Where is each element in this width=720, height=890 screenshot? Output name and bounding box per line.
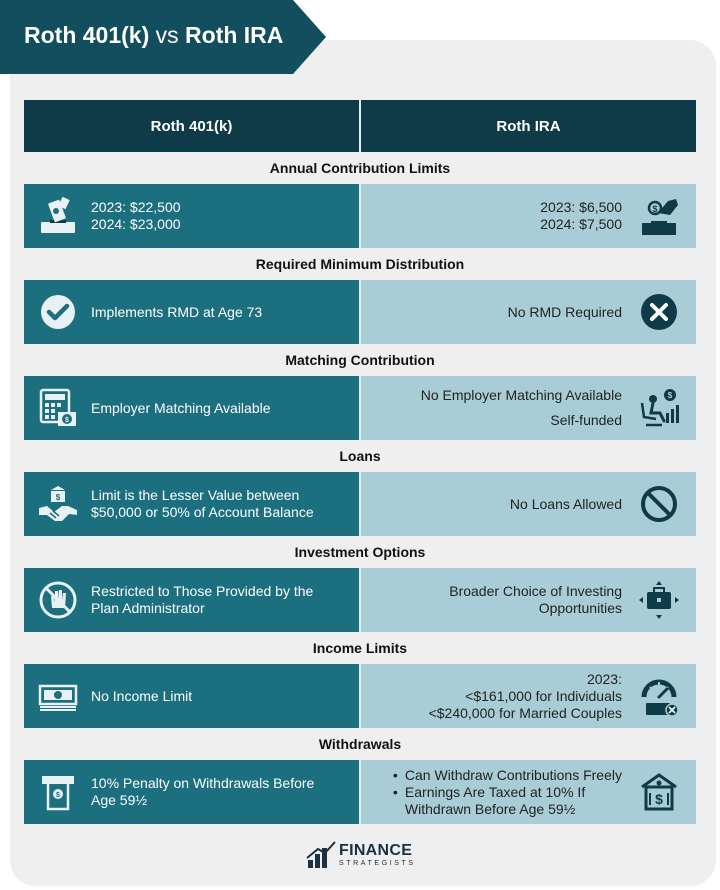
x-circle-icon [638,291,680,333]
table-row [24,568,696,632]
table-header [24,100,696,152]
section-title: Withdrawals [24,728,696,760]
svg-text:$: $ [55,493,61,502]
logo-main-text: FINANCE [339,841,413,859]
comparison-table [24,100,696,824]
right-cell: No Employer Matching Available Self-funded $ [359,376,696,440]
section-title: Loans [24,440,696,472]
calculator-coin-icon [38,388,78,428]
table-row [24,472,696,536]
restricted-hand-icon [38,580,78,620]
briefcase-arrows-icon [638,579,680,621]
check-circle-icon [38,292,78,332]
left-cell: 2023: $22,500 2024: $23,000 [24,184,359,248]
atm-withdrawal-icon [38,772,78,812]
column-header-roth-401k: Roth 401(k) [24,100,359,152]
svg-text:$: $ [655,791,663,807]
left-cell: $ Limit is the Lesser Value between $50,000 or 50% of Account Balance [24,472,359,536]
left-cell: Restricted to Those Provided by the Plan Administrator [24,568,359,632]
section-title: Annual Contribution Limits [24,152,696,184]
section-title: Matching Contribution [24,344,696,376]
finance-strategists-logo [306,840,416,870]
table-row [24,280,696,344]
self-funded-person-icon [638,387,680,429]
table-row [24,184,696,248]
table-row [24,760,696,824]
svg-text:$: $ [667,391,673,400]
left-cell: $ 10% Penalty on Withdrawals Before Age 59½ [24,760,359,824]
right-cell: • Can Withdraw Contributions Freely • Earnings Are Taxed at 10% If Withdrawn Before Age 59½ $ [359,760,696,824]
hand-coin-deposit-icon [638,195,680,237]
left-cell: No Income Limit [24,664,359,728]
section-title: Investment Options [24,536,696,568]
left-cell: Implements RMD at Age 73 [24,280,359,344]
cash-stack-icon [38,676,78,716]
svg-text:$: $ [65,417,69,424]
right-cell: No Loans Allowed [359,472,696,536]
svg-text:$: $ [56,792,60,799]
speedometer-card-icon [638,675,680,717]
logo-sub-text: STRATEGISTS [339,859,416,867]
right-cell: 2023: $6,500 2024: $7,500 $ [359,184,696,248]
table-row [24,376,696,440]
table-row [24,664,696,728]
section-title: Income Limits [24,632,696,664]
page-title: Roth 401(k) vs Roth IRA [24,22,284,48]
contribution-slot-icon [38,196,78,236]
section-title: Required Minimum Distribution [24,248,696,280]
svg-text:$: $ [652,204,658,214]
house-money-icon [638,771,680,813]
prohibited-icon [638,483,680,525]
left-cell: $ Employer Matching Available [24,376,359,440]
column-header-roth-ira: Roth IRA [359,100,696,152]
right-cell: Broader Choice of Investing Opportunities [359,568,696,632]
logo-bars-icon [306,840,336,870]
handshake-bank-icon [38,484,78,524]
right-cell: 2023: <$161,000 for Individuals <$240,000 for Married Couples [359,664,696,728]
right-cell: No RMD Required [359,280,696,344]
